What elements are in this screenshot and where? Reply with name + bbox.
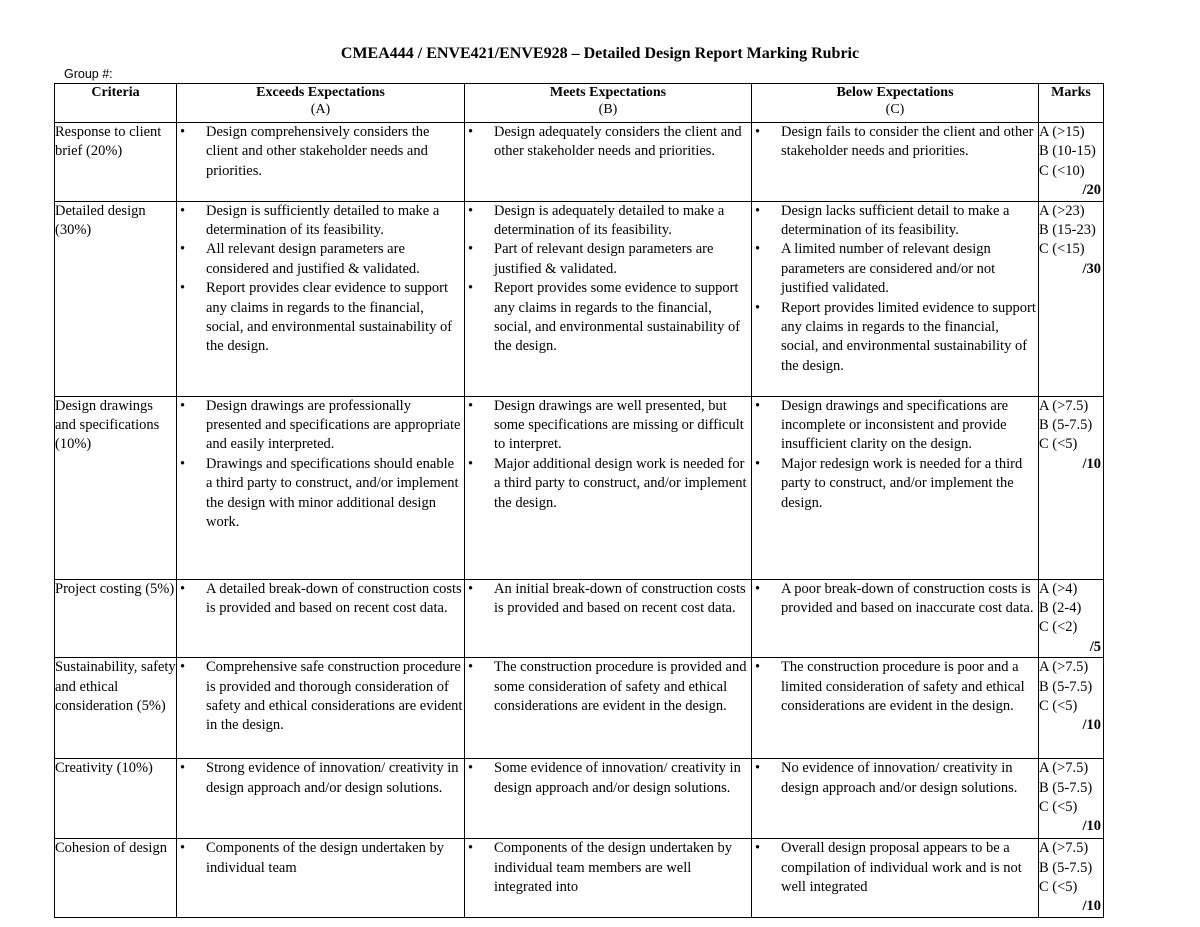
mark-band-c: C (<15): [1039, 241, 1085, 258]
mark-band-c: C (<5): [1039, 799, 1078, 816]
exceeds-header: Exceeds Expectations (A): [177, 84, 465, 123]
mark-band-c: C (<5): [1039, 698, 1078, 715]
exceeds-cell: [177, 759, 465, 839]
mark-band-b: B (10-15): [1039, 143, 1096, 160]
meets-cell: [465, 839, 752, 918]
exceeds-cell: [177, 839, 465, 918]
criteria-cell: Detailed design (30%): [55, 201, 177, 396]
list-item: • Report provides some evidence to support any claims in regards to the financial, social, and environmental sustainability of the design.: [465, 279, 751, 357]
list-item: • Design comprehensively considers the client and other stakeholder needs and priorities.: [177, 123, 464, 181]
list-item: • The construction procedure is poor and a limited consideration of safety and ethical considerations are evident in the design.: [752, 658, 1038, 716]
mark-band-a: A (>7.5): [1039, 397, 1089, 414]
rubric-row-detailed-design: [55, 201, 1104, 396]
list-item: • All relevant design parameters are considered and justified & validated.: [177, 240, 464, 279]
list-item: • An initial break-down of construction costs is provided and based on recent cost data.: [465, 580, 751, 619]
marks-cell: [1039, 658, 1104, 759]
list-item: • Design fails to consider the client and other stakeholder needs and priorities.: [752, 123, 1038, 162]
below-cell: [752, 396, 1039, 579]
list-item: • Design is sufficiently detailed to make a determination of its feasibility.: [177, 202, 464, 241]
marks-header: Marks: [1039, 84, 1104, 123]
rubric-row-design-drawings: [55, 396, 1104, 579]
mark-band-b: B (5-7.5): [1039, 417, 1093, 434]
criteria-cell: Sustainability, safety and ethical consideration (5%): [55, 658, 177, 759]
mark-total: /10: [1082, 898, 1101, 915]
marking-rubric-table: [54, 83, 1104, 918]
criteria-cell: Design drawings and specifications (10%): [55, 396, 177, 579]
criteria-cell: Cohesion of design: [55, 839, 177, 918]
criteria-cell: Creativity (10%): [55, 759, 177, 839]
meets-cell: [465, 579, 752, 658]
criteria-cell: Project costing (5%): [55, 579, 177, 658]
list-item: • Major redesign work is needed for a third party to construct, and/or implement the design.: [752, 455, 1038, 513]
list-item: • Comprehensive safe construction procedure is provided and thorough consideration of safety and ethical considerations are evident in the design.: [177, 658, 464, 736]
exceeds-cell: [177, 123, 465, 202]
mark-band-a: A (>7.5): [1039, 840, 1089, 857]
mark-band-a: A (>15): [1039, 124, 1085, 140]
mark-band-a: A (>7.5): [1039, 659, 1089, 676]
list-item: • The construction procedure is provided and some consideration of safety and ethical considerations are evident in the design.: [465, 658, 751, 716]
list-item: • Components of the design undertaken by individual team: [177, 839, 464, 878]
list-item: • Design is adequately detailed to make a determination of its feasibility.: [465, 202, 751, 241]
below-cell: [752, 658, 1039, 759]
rubric-row-project-costing: [55, 579, 1104, 658]
mark-band-a: A (>23): [1039, 202, 1085, 219]
below-cell: [752, 201, 1039, 396]
list-item: • Strong evidence of innovation/ creativity in design approach and/or design solutions.: [177, 759, 464, 798]
list-item: • Design lacks sufficient detail to make a determination of its feasibility.: [752, 202, 1038, 241]
rubric-row-response-to-client-brief: [55, 123, 1104, 202]
marks-cell: [1039, 839, 1104, 918]
meets-cell: [465, 123, 752, 202]
mark-band-a: A (>4): [1039, 580, 1078, 597]
marks-cell: [1039, 201, 1104, 396]
list-item: • Design drawings and specifications are incomplete or inconsistent and provide insufficient clarity on the design.: [752, 397, 1038, 455]
exceeds-cell: [177, 201, 465, 396]
list-item: • A limited number of relevant design parameters are considered and/or not justified validated.: [752, 240, 1038, 298]
document-title: CMEA444 / ENVE421/ENVE928 – Detailed Design Report Marking Rubric: [340, 45, 860, 62]
header-row: [55, 84, 1104, 123]
below-header: Below Expectations (C): [752, 84, 1039, 123]
list-item: • Part of relevant design parameters are justified & validated.: [465, 240, 751, 279]
list-item: • A detailed break-down of construction costs is provided and based on recent cost data.: [177, 580, 464, 619]
list-item: • Major additional design work is needed for a third party to construct, and/or implement the design.: [465, 455, 751, 513]
marks-cell: [1039, 579, 1104, 658]
mark-band-c: C (<5): [1039, 436, 1078, 453]
mark-band-b: B (15-23): [1039, 222, 1096, 239]
mark-total: /10: [1082, 455, 1101, 472]
list-item: • Some evidence of innovation/ creativity in design approach and/or design solutions.: [465, 759, 751, 798]
criteria-cell: Response to client brief (20%): [55, 123, 177, 202]
list-item: • Design drawings are well presented, but some specifications are missing or difficult to interpret.: [465, 397, 751, 455]
mark-band-a: A (>7.5): [1039, 760, 1089, 777]
marks-cell: [1039, 396, 1104, 579]
meets-cell: [465, 396, 752, 579]
marks-cell: [1039, 123, 1104, 202]
rubric-row-creativity: [55, 759, 1104, 839]
below-cell: [752, 123, 1039, 202]
meets-cell: [465, 658, 752, 759]
mark-band-c: C (<2): [1039, 619, 1078, 636]
list-item: • Overall design proposal appears to be a compilation of individual work and is not well integrated: [752, 839, 1038, 897]
below-code: (C): [885, 102, 905, 117]
list-item: • Report provides clear evidence to support any claims in regards to the financial, social, and environmental sustainability of the design.: [177, 279, 464, 357]
mark-band-b: B (2-4): [1039, 600, 1082, 617]
list-item: • No evidence of innovation/ creativity in design approach and/or design solutions.: [752, 759, 1038, 798]
group-number-label: Group #:: [64, 67, 113, 81]
mark-total: /20: [1082, 182, 1101, 199]
marks-cell: [1039, 759, 1104, 839]
below-cell: [752, 579, 1039, 658]
list-item: • Report provides limited evidence to support any claims in regards to the financial, social, and environmental sustainability of the design.: [752, 299, 1038, 377]
below-cell: [752, 839, 1039, 918]
mark-total: /10: [1082, 818, 1101, 835]
below-cell: [752, 759, 1039, 839]
mark-total: /5: [1089, 638, 1101, 655]
mark-band-b: B (5-7.5): [1039, 678, 1093, 695]
mark-total: /30: [1082, 260, 1101, 277]
list-item: • Design adequately considers the client and other stakeholder needs and priorities.: [465, 123, 751, 162]
list-item: • A poor break-down of construction costs is provided and based on inaccurate cost data.: [752, 580, 1038, 619]
list-item: • Components of the design undertaken by individual team members are well integrated into: [465, 839, 751, 897]
mark-band-c: C (<10): [1039, 162, 1085, 179]
meets-cell: [465, 201, 752, 396]
mark-band-b: B (5-7.5): [1039, 779, 1093, 796]
rubric-row-sustainability-safety-ethics: [55, 658, 1104, 759]
mark-band-b: B (5-7.5): [1039, 859, 1093, 876]
exceeds-cell: [177, 658, 465, 759]
mark-total: /10: [1082, 717, 1101, 734]
rubric-row-cohesion-of-design: [55, 839, 1104, 918]
list-item: • Design drawings are professionally presented and specifications are appropriate and easily interpreted.: [177, 397, 464, 455]
list-item: • Drawings and specifications should enable a third party to construct, and/or implement the design with minor additional design work.: [177, 455, 464, 533]
meets-code: (B): [598, 102, 618, 117]
criteria-header: Criteria: [55, 84, 177, 123]
exceeds-cell: [177, 579, 465, 658]
mark-band-c: C (<5): [1039, 879, 1078, 896]
exceeds-cell: [177, 396, 465, 579]
meets-cell: [465, 759, 752, 839]
exceeds-code: (A): [310, 102, 331, 117]
meets-header: Meets Expectations (B): [465, 84, 752, 123]
